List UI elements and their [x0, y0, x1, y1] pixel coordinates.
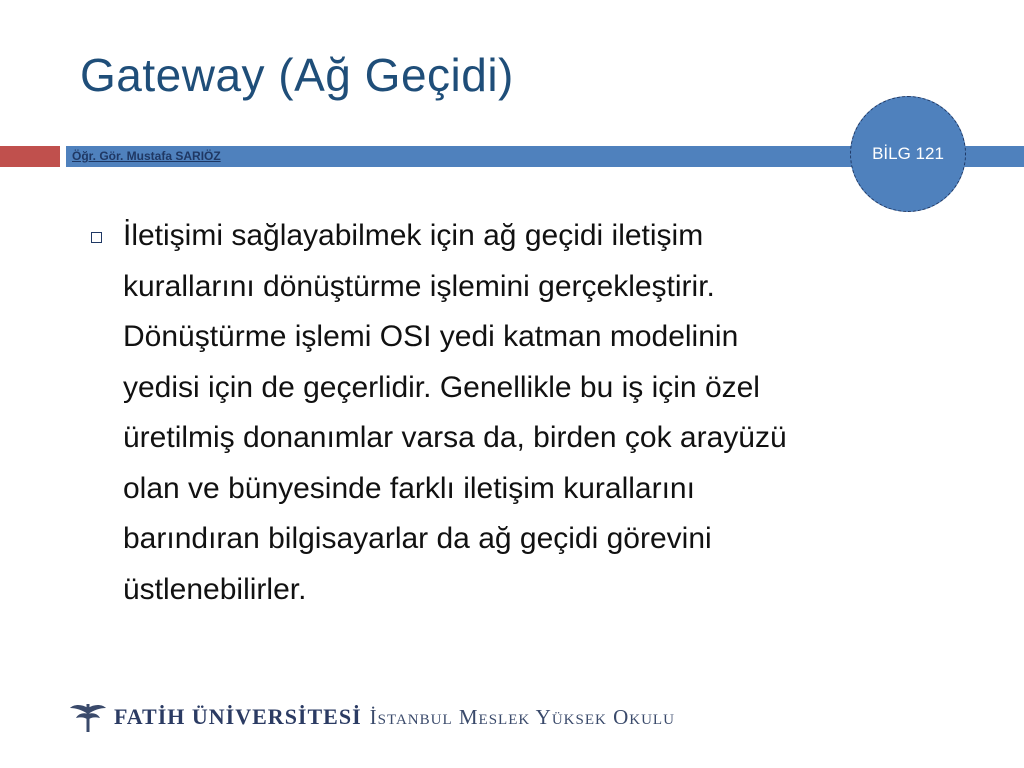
bullet-text: İletişimi sağlayabilmek için ağ geçidi iletişim kurallarını dönüştürme işlemini gerçekleştirir. Dönüştürme işlemi OSI yedi katman modelinin yedisi için de geçerlidir. Genellikle bu iş için özel üretilmiş donanımlar varsa da, birden çok arayüzü olan ve bünyesinde farklı iletişim kurallarını barındıran bilgisayarlar da ağ geçidi görevini üstlenebilirler. [123, 219, 787, 606]
school-name: İstanbul Meslek Yüksek Okulu [369, 705, 675, 729]
author-name: Öğr. Gör. Mustafa SARIÖZ [72, 149, 221, 163]
course-code: BİLG 121 [872, 144, 944, 163]
slide-title: Gateway (Ağ Geçidi) [80, 49, 514, 101]
university-name: FATİH ÜNİVERSİTESİ [114, 704, 362, 729]
header-band-red [0, 146, 60, 167]
footer [68, 700, 675, 734]
footer-label [114, 704, 675, 730]
course-badge [850, 96, 966, 212]
tulip-logo-icon [68, 700, 108, 734]
hollow-square-icon [91, 232, 102, 243]
